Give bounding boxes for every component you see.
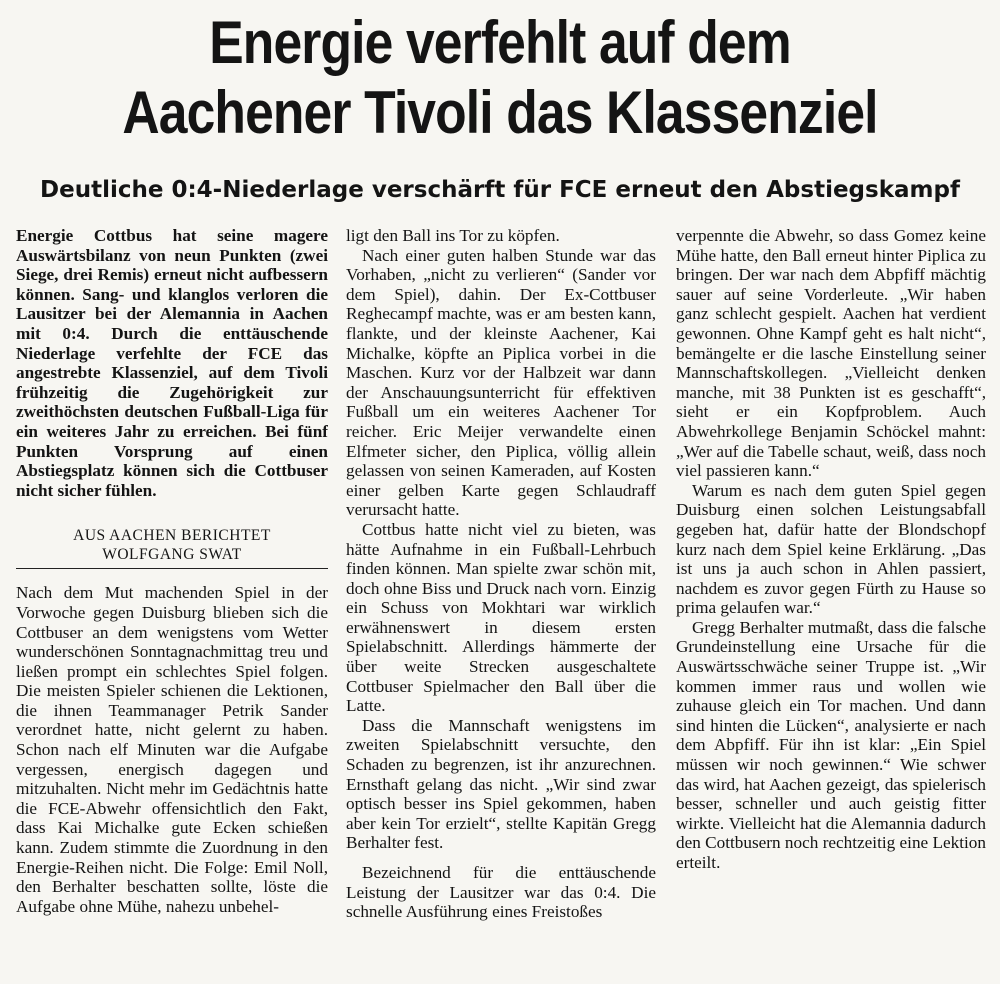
article-column-3 [676, 226, 986, 984]
body-paragraph: Nach einer guten halben Stunde war das Vorhaben, „nicht zu verlieren“ (Sander vor dem Spiel), dahin. Der Ex-Cottbuser Reghecampf machte, was er am besten kann, flankte, und der kleinste Aachener, Kai Michalke, köpfte an Piplica vorbei in die Maschen. Kurz vor der Halbzeit war dann der Anschauungsunterricht für effektiven Fußball um ein weiteres Aachener Tor reicher. Eric Meijer verwandelte einen Elfmeter sicher, den Piplica, völlig allein gelassen von seinen Kameraden, auf Kosten einer gelben Karte gegen Schlaudraff verursacht hatte. [346, 245, 656, 520]
headline-line-2: Aachener Tivoli das Klassenziel [122, 79, 878, 146]
byline-author: WOLFGANG SWAT [102, 546, 242, 564]
lead-paragraph: Energie Cottbus hat seine magere Auswärtsbilanz von neun Punkten (zwei Siege, drei Remis) erneut nicht aufbessern können. Sang- und klanglos verloren die Lausitzer bei der Alemannia in Aachen mit 0:4. Durch die enttäuschende Niederlage verfehlte der FCE das angestrebte Klassenziel, auf dem Tivoli frühzeitig die Zugehörigkeit zur zweithöchsten deutschen Fußball-Liga für ein weiteres Jahr zu erreichen. Bei fünf Punkten Vorsprung auf einen Abstiegsplatz können sich die Cottbuser nicht sicher fühlen. [16, 226, 328, 500]
body-paragraph: Gregg Berhalter mutmaßt, dass die falsche Grundeinstellung eine Ursache für die Auswärtsschwäche seiner Truppe ist. „Wir kommen immer raus und wollen wie zuhause gleich ein Tor machen. Und dann sind hinten die Lücken“, analysierte er nach dem Abpfiff. Für ihn ist klar: „Ein Spiel müssen wir noch gewinnen.“ Wie schwer das wird, hat Aachen gezeigt, das spielerisch besser, schneller und auch geistig fitter wirkte. Vielleicht hat die Alemannia dadurch den Cottbusern noch rechtzeitig eine Lektion erteilt. [676, 617, 986, 872]
article-column-1 [16, 226, 328, 984]
body-paragraph: Nach dem Mut machenden Spiel in der Vorwoche gegen Duisburg blieben sich die Cottbuser an dem wenigstens vom Wetter wunderschönen Sonntagnachmittag treu und ließen prompt ein schlechtes Spiel folgen. Die meisten Spieler schienen die Lektionen, die ihnen Teammanager Petrik Sander verordnet hatte, nicht gelernt zu haben. Schon nach elf Minuten war die Aufgabe vergessen, energisch dagegen und mitzuhalten. Nicht mehr im Gedächtnis hatte die FCE-Abwehr offensichtlich den Fakt, dass Kai Michalke gute Ecken schießen kann. Zudem stimmte die Zuordnung in den Energie-Reihen nicht. Die Folge: Emil Noll, den Berhalter beschatten sollte, löste die Aufgabe ohne Mühe, nahezu unbehel- [16, 583, 328, 916]
subheadline: Deutliche 0:4-Niederlage verschärft für FCE erneut den Abstiegskampf [40, 177, 960, 203]
byline [16, 526, 328, 564]
body-paragraph: Dass die Mannschaft wenigstens im zweiten Spielabschnitt versuchte, den Schaden zu begrenzen, ist ihr anzurechnen. Ernsthaft gelang das nicht. „Wir sind zwar optisch besser ins Spiel gekommen, haben aber kein Tor erzielt“, stellte Kapitän Gregg Berhalter fest. [346, 715, 656, 853]
body-paragraph: verpennte die Abwehr, so dass Gomez keine Mühe hatte, den Ball erneut hinter Piplica zu bringen. Der war nach dem Abpfiff mächtig sauer auf seine Vorderleute. „Wir haben ganz schlecht gespielt. Aachen hat verdient gewonnen. Ohne Kampf geht es halt nicht“, bemängelte er die lasche Einstellung seiner Mannschaftskollegen. „Vielleicht denken manche, mit 38 Punkten ist es geschafft“, sieht er ein Kopfproblem. Auch Abwehrkollege Benjamin Schöckel mahnt: „Wer auf die Tabelle schaut, weiß, dass noch viel passieren kann.“ [676, 226, 986, 481]
body-paragraph: ligt den Ball ins Tor zu köpfen. [346, 226, 560, 245]
body-paragraph: Bezeichnend für die enttäuschende Leistung der Lausitzer war das 0:4. Die schnelle Ausführung eines Freistoßes [346, 863, 656, 922]
article-column-2 [346, 226, 656, 984]
byline-rule [16, 568, 328, 569]
headline [70, 8, 930, 148]
byline-line-1: AUS AACHEN BERICHTET [73, 527, 271, 545]
body-paragraph: Warum es nach dem guten Spiel gegen Duisburg einen solchen Leistungsabfall gegeben hat, dafür hatte der Blondschopf kurz nach dem Spiel keine Erklärung. „Das ist uns ja auch schon in Ahlen passiert, nachdem es zuvor gegen Fürth zu Hause so prima gelaufen war.“ [676, 480, 986, 618]
body-paragraph: Cottbus hatte nicht viel zu bieten, was hätte Aufnahme in ein Fußball-Lehrbuch finden können. Man spielte zwar schön mit, doch ohne Biss und Druck nach vorn. Einzig ein Schuss von Mokhtari war wirklich erwähnenswert in diesem ersten Spielabschnitt. Allerdings hämmerte der über weite Strecken ausgeschaltete Cottbuser Spielmacher den Ball über die Latte. [346, 519, 656, 716]
headline-line-1: Energie verfehlt auf dem [209, 9, 791, 76]
